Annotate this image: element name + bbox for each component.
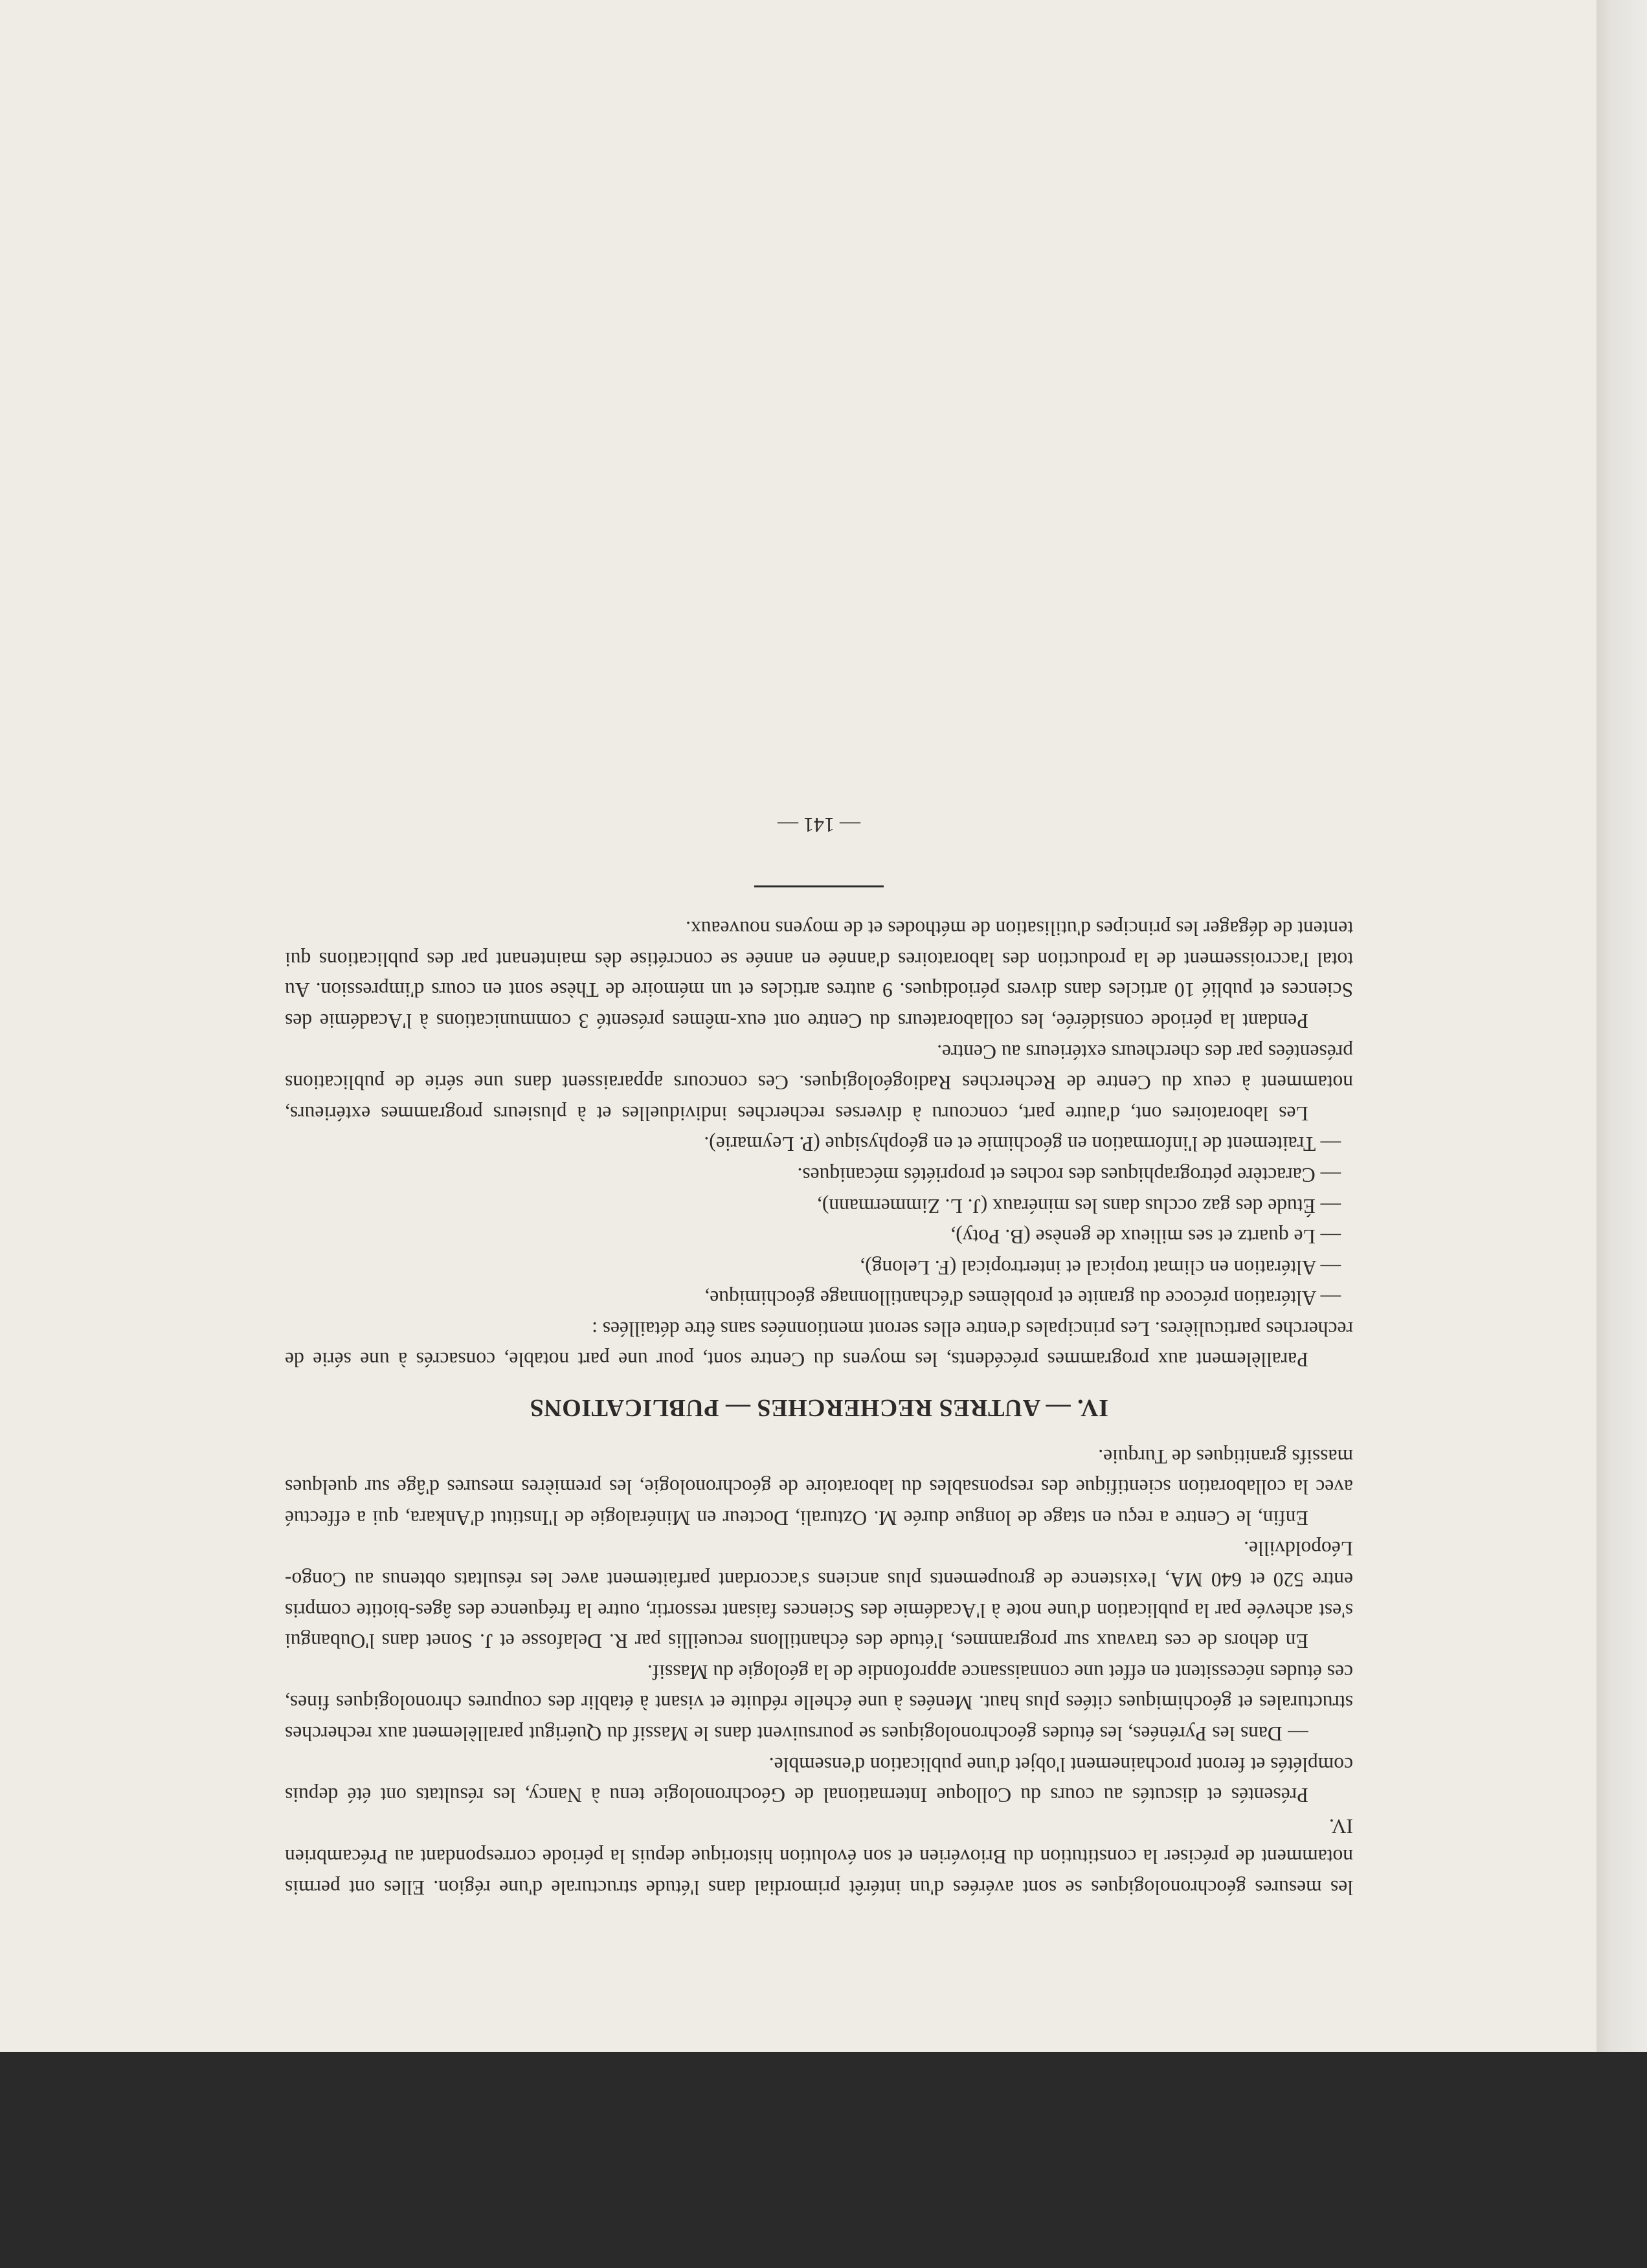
paragraph: Les laboratoires ont, d'autre part, concouru à diverses recherches individuelles et à plusieurs programmes extérieurs, notamment à ceux du Centre de Recherches Radiogéologiques. Ces concours apparaissent dans une série de publications présentées par des chercheurs extérieurs au Centre. bbox=[285, 1040, 1353, 1125]
footer-rule bbox=[754, 885, 884, 887]
page-number: — 141 — bbox=[778, 813, 860, 837]
paragraph: En dehors de ces travaux sur programmes, l'étude des échantillons recueillis par R. Delafosse et J. Sonet dans l'Oubangui s'est achevée par la publication d'une note à l'Académie des Sciences faisant ressortir, outre la fréquence des âges-biotite compris entre 520 et 640 MA, l'existence de groupements plus anciens s'accordant parfaitement avec les résultats obtenus au Congo-Léopoldville. bbox=[285, 1537, 1353, 1653]
paragraph: — Dans les Pyrénées, les études géochronologiques se poursuivent dans le Massif du Quérigut parallèlement aux recherches structurales et géochimiques citées plus haut. Menées à une échelle réduite et visant à établir des coupures chronologiques fines, ces études nécessitent en effet une connaissance approfondie de la géologie du Massif. bbox=[285, 1660, 1353, 1746]
paragraph: Enfin, le Centre a reçu en stage de longue durée M. Ozturali, Docteur en Minéralogie de l'Institut d'Ankara, qui a effectué avec la collaboration scientifique des responsables du laboratoire de géochronologie, les premières mesures d'âge sur quelques massifs granitiques de Turquie. bbox=[285, 1445, 1353, 1529]
list-item: — Altération précoce du granite et problèmes d'échantillonnage géochimique, bbox=[704, 1287, 1341, 1310]
printed-page-rotated bbox=[285, 201, 1353, 1903]
paragraph: les mesures géochronologiques se sont avérées d'un intérêt primordial dans l'étude structurale d'une région. Elles ont permis notamment de préciser la constitution du Briovérien et son évolution historique depuis la période correspondant au Précambrien IV. bbox=[285, 1814, 1353, 1899]
scanner-background bbox=[0, 2052, 1647, 2268]
list-item: — Altération en climat tropical et intertropical (F. Lelong), bbox=[860, 1256, 1341, 1279]
list-item: — Étude des gaz occlus dans les minéraux (J. L. Zimmermann), bbox=[816, 1194, 1341, 1217]
paragraph: Pendant la période considérée, les collaborateurs du Centre ont eux-mêmes présenté 3 communications à l'Académie des Sciences et publié 10 articles dans divers périodiques. 9 autres articles et un mémoire de Thèse sont en cours d'impression. Au total l'accroissement de la production des laboratoires d'année en année se concrétise dès maintenant par des publications qui tentent de dégager les principes d'utilisation de méthodes et de moyens nouveaux. bbox=[285, 917, 1353, 1032]
section-heading: IV. — AUTRES RECHERCHES — PUBLICATIONS bbox=[530, 1394, 1108, 1422]
paragraph: Présentés et discutés au cours du Colloque International de Géochronologie tenu à Nancy, les résultats ont été depuis complétés et feront prochainement l'objet d'une publication d'ensemble. bbox=[285, 1753, 1353, 1807]
list-item: — Traitement de l'information en géochimie et en géophysique (P. Leymarie). bbox=[704, 1133, 1341, 1156]
intro-paragraph: Parallèlement aux programmes précédents, les moyens du Centre sont, pour une part notable, consacrés à une série de recherches particulières. Les principales d'entre elles seront mentionnées sans être détaillées : bbox=[285, 1317, 1353, 1372]
binding-shadow bbox=[1597, 0, 1647, 2052]
list-item: — Le quartz et ses milieux de genèse (B. Poty), bbox=[950, 1225, 1341, 1249]
list-item: — Caractère pétrographiques des roches et propriétés mécaniques. bbox=[797, 1163, 1341, 1186]
